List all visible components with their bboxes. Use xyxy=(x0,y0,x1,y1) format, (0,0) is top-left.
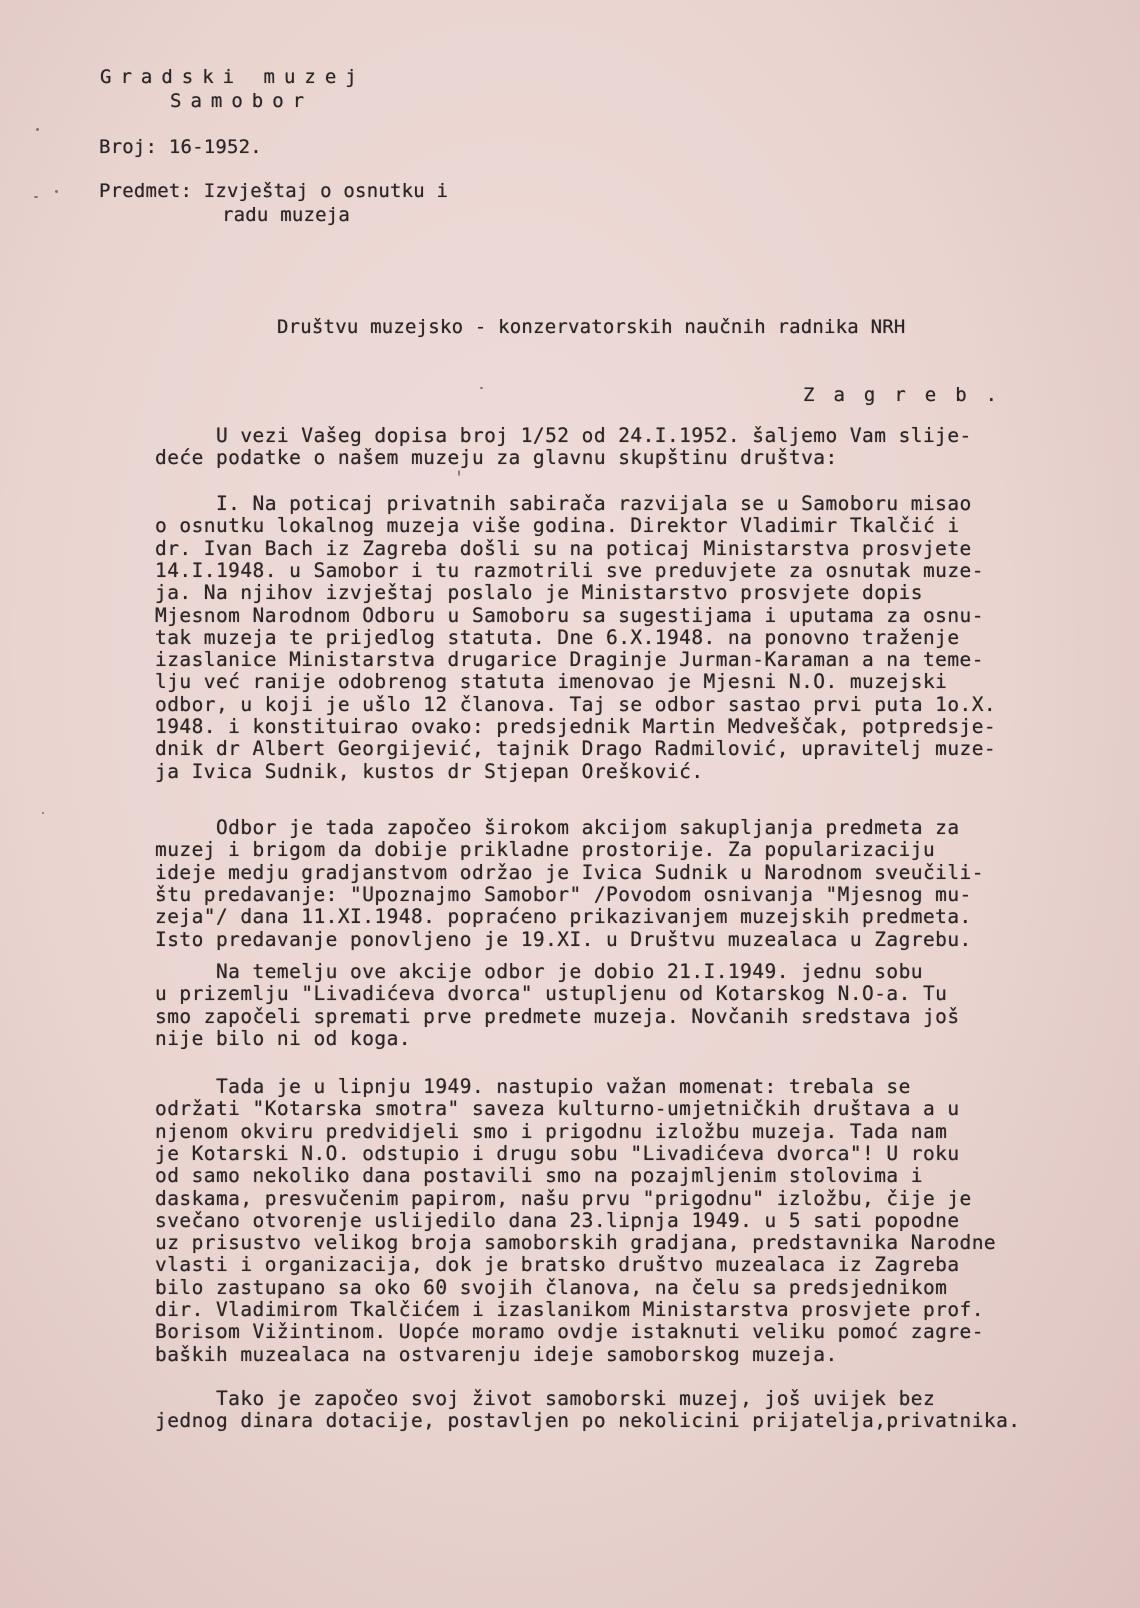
body-text-line: dir. Vladimirom Tkalčićem i izaslanikom Ministarstva prosvjete prof. xyxy=(155,1298,984,1321)
body-text-line: daskama, presvučenim papirom, našu prvu "prigodnu" izložbu, čije je xyxy=(155,1186,972,1210)
body-text-line: ideje medju gradjanstvom održao je Ivica Sudnik u Narodnom sveučili- xyxy=(155,860,984,884)
body-text-line: Isto predavanje ponovljeno je 19.XI. u Društvu muzealaca u Zagrebu. xyxy=(155,927,972,951)
body-text-line: bilo zastupano sa oko 60 svojih članova, na čelu sa predsjednikom xyxy=(155,1275,948,1299)
body-text-line: I. Na poticaj privatnih sabirača razvijala se u Samoboru misao xyxy=(155,492,972,515)
body-text-line: U vezi Vašeg dopisa broj 1/52 od 24.I.1952. šaljemo Vam slije- xyxy=(155,424,972,447)
body-text-line: u prizemlju "Livadićeva dvorca" ustupljenu od Kotarskog N.O-a. Tu xyxy=(155,982,948,1006)
institution-name: Gradski muzej xyxy=(100,66,366,88)
institution-city: Samobor xyxy=(170,90,314,112)
document-number: Broj: 16-1952. xyxy=(99,136,262,158)
body-text-line: njenom okviru predvidjeli smo i prigodnu izložbu muzeja. Tada nam xyxy=(155,1119,948,1143)
body-text-line: Tako je započeo svoj život samoborski muzej, još uvijek bez xyxy=(155,1387,936,1410)
body-text-line: Odbor je tada započeo širokom akcijom sakupljanja predmeta za xyxy=(155,816,960,839)
body-text-line: dnik dr Albert Georgijević, tajnik Drago Radmilović, upravitelj muze- xyxy=(155,737,997,761)
body-text-line: 1948. i konstituirao ovako: predsjednik Martin Medveščak, potpredsje- xyxy=(155,715,997,738)
body-text-line: tak muzeja te prijedlog statuta. Dne 6.X.1948. na ponovno traženje xyxy=(155,625,960,649)
margin-mark xyxy=(42,812,44,814)
body-text-line: održati "Kotarska smotra" saveza kulturno-umjetničkih društava a u xyxy=(155,1097,960,1121)
body-text-line: je Kotarski N.O. odstupio i drugu sobu "Livadićeva dvorca"! U roku xyxy=(155,1141,960,1165)
body-text-line: Na temelju ove akcije odbor je dobio 21.I.1949. jednu sobu xyxy=(155,960,923,983)
margin-mark xyxy=(34,196,38,198)
subject-line: Predmet: Izvještaj o osnutku i xyxy=(99,180,449,202)
margin-mark xyxy=(36,128,39,131)
body-text-line: svečano otvorenje uslijedilo dana 23.lipnja 1949. u 5 sati popodne xyxy=(155,1208,960,1232)
body-text-line: Borisom Vižintinom. Uopće moramo ovdje istaknuti veliku pomoć zagre- xyxy=(155,1320,984,1344)
body-text-line: muzej i brigom da dobije prikladne prostorije. Za popularizaciju xyxy=(155,838,936,862)
body-text-line: uz prisustvo velikog broja samoborskih gradjana, predstavnika Narodne xyxy=(155,1231,997,1255)
body-text-line: vlasti i organizacija, dok je bratsko društvo muzealaca iz Zagreba xyxy=(155,1253,960,1277)
body-text-line: nije bilo ni od koga. xyxy=(155,1026,411,1050)
body-text-line: odbor, u koji je ušlo 12 članova. Taj se odbor sastao prvi puta 1o.X. xyxy=(155,692,997,716)
body-text-line: deće podatke o našem muzeju za glavnu skupštinu društva: xyxy=(155,446,838,470)
margin-mark xyxy=(480,387,483,389)
body-text-line: 14.I.1948. u Samobor i tu razmotrili sve preduvjete za osnutak muze- xyxy=(155,558,984,582)
margin-mark xyxy=(458,470,460,476)
recipient-name: Društvu muzejsko - konzervatorskih naučnih radnika NRH xyxy=(277,316,906,338)
body-text-line: Tada je u lipnju 1949. nastupio važan momenat: trebala se xyxy=(155,1075,911,1098)
body-text-line: Mjesnom Narodnom Odboru u Samoboru sa sugestijama i uputama za osnu- xyxy=(155,603,984,627)
body-text-line: dr. Ivan Bach iz Zagreba došli su na poticaj Ministarstva prosvjete xyxy=(155,536,972,560)
body-text-line: baških muzealaca na ostvarenju ideje samoborskog muzeja. xyxy=(155,1342,838,1366)
body-text-line: od samo nekoliko dana postavili smo na pozajmljenim stolovima i xyxy=(155,1164,923,1188)
body-text-line: smo započeli spremati prve predmete muzeja. Novčanih sredstava još xyxy=(155,1004,960,1028)
body-text-line: zeja"/ dana 11.XI.1948. popraćeno prikazivanjem muzejskih predmeta. xyxy=(155,905,972,929)
body-text-line: ja. Na njihov izvještaj poslalo je Ministarstvo prosvjete dopis xyxy=(155,581,923,605)
body-text-line: štu predavanje: "Upoznajmo Samobor" /Povodom osnivanja "Mjesnog mu- xyxy=(155,882,972,906)
subject-line-continued: radu muzeja xyxy=(222,204,351,226)
body-text-line: jednog dinara dotacije, postavljen po nekolicini prijatelja,privatnika. xyxy=(155,1409,1021,1433)
margin-mark xyxy=(55,190,58,193)
recipient-city: Zagreb. xyxy=(803,384,1017,406)
body-text-line: o osnutku lokalnog muzeja više godina. Direktor Vladimir Tkalčić i xyxy=(155,514,960,538)
body-text-line: izaslanice Ministarstva drugarice Draginje Jurman-Karaman a na teme- xyxy=(155,648,984,672)
body-text-line: ja Ivica Sudnik, kustos dr Stjepan Orešković. xyxy=(155,759,704,783)
body-text-line: lju već ranije odobrenog statuta imenovao je Mjesni N.O. muzejski xyxy=(155,670,948,694)
